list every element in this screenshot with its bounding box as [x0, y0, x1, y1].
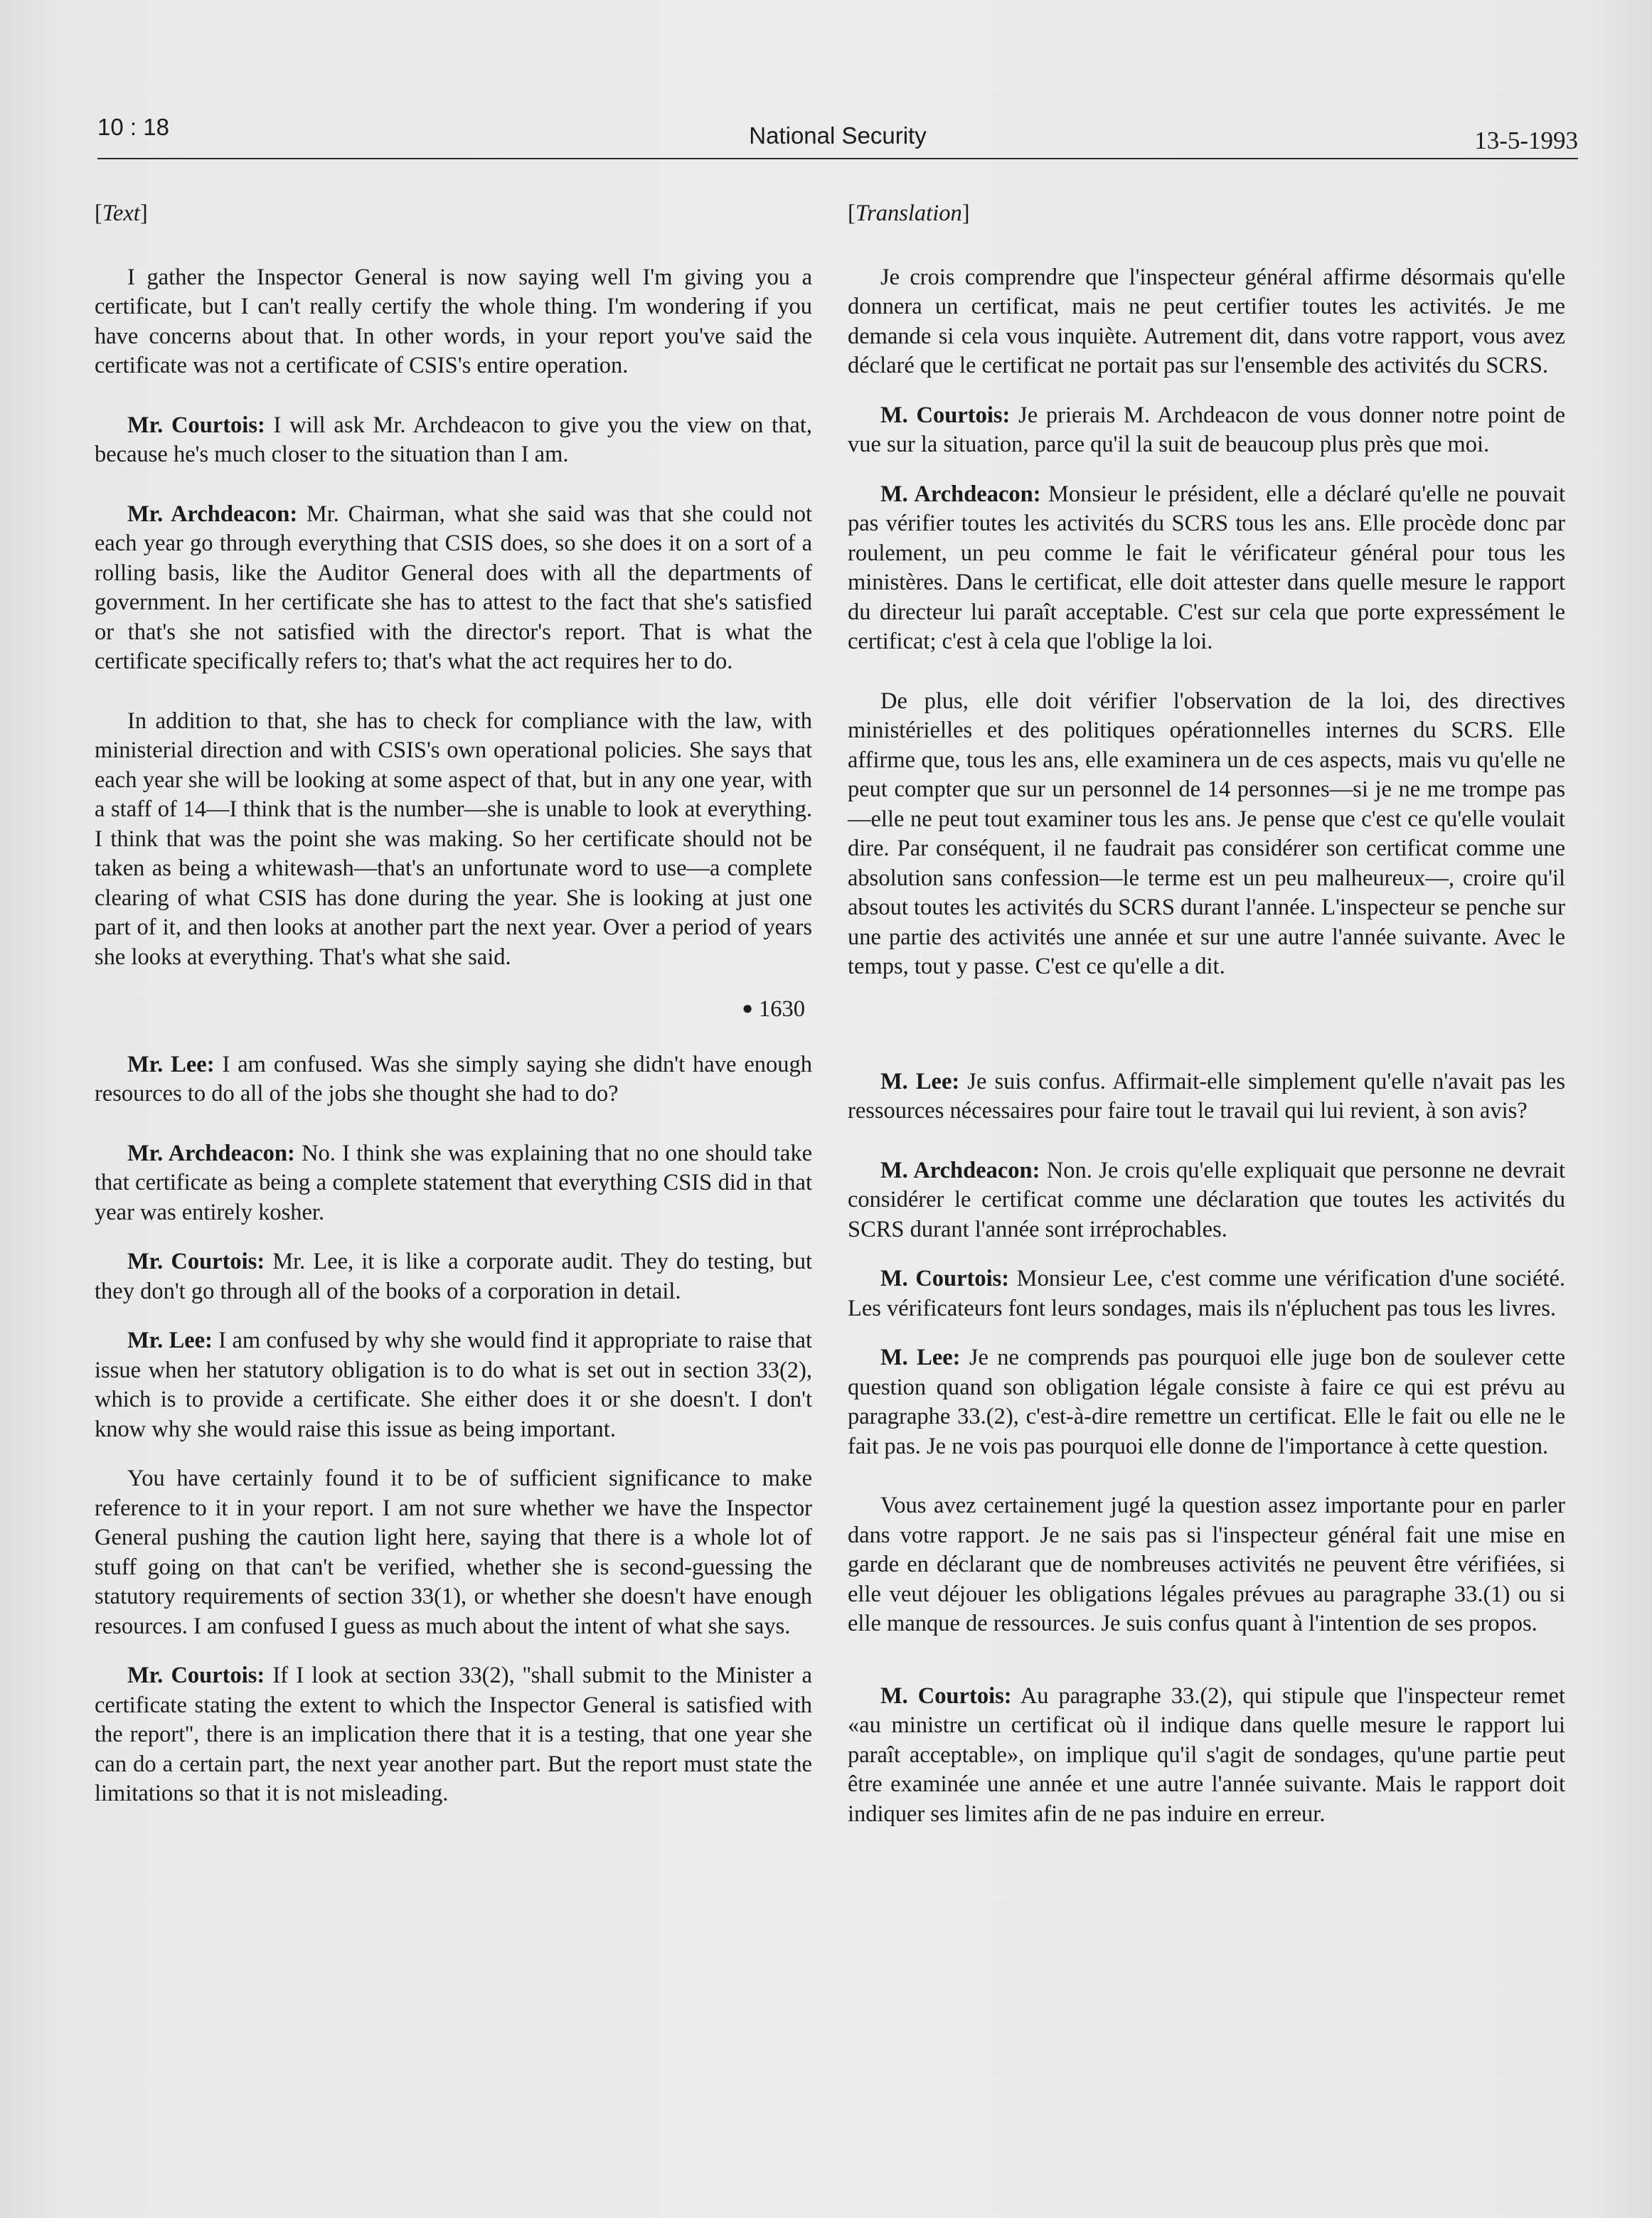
speaker-paragraph: M. Archdeacon: Monsieur le président, elle a déclaré qu'elle ne pouvait pas vérifier toutes les activités du SCRS tous les ans. Elle procède donc par roulement, un peu comme le fait le vérificateur général pour tous les ministères. Dans le certificat, elle doit attester dans quelle mesure le rapport du directeur lui paraît acceptable. C'est sur cela que porte expressément le certificat; c'est à cela que l'oblige la loi.	[848, 481, 1566, 654]
paragraph: De plus, elle doit vérifier l'observation de la loi, des directives ministérielles et des politiques opérationnelles internes du SCRS. Elle affirme que, tous les ans, elle examinera un de ces aspects, mais vu qu'elle ne peut compter que sur un personnel de 14 personnes—si je ne me trompe pas—elle ne peut tout examiner tous les ans. Je pense que c'est ce qu'elle voulait dire. Par conséquent, il ne faudrait pas considérer son certificat comme une absolution sans confession—le terme est un peu malheureux—, croire qu'il absout toutes les activités du SCRS durant l'année. L'inspecteur se penche sur une partie des activités une année et sur une autre l'année suivante. Avec le temps, tout y passe. C'est ce qu'elle a dit.	[848, 688, 1565, 979]
speaker-paragraph: Mr. Courtois: Mr. Lee, it is like a corporate audit. They do testing, but they don't go through all of the books of a corporation in detail.	[95, 1249, 812, 1304]
speaker-paragraph: Mr. Archdeacon: Mr. Chairman, what she said was that she could not each year go through everything that CSIS does, so she does it on a sort of a rolling basis, like the Auditor General does with all the departments of government. In her certificate she has to attest to the fact that she's satisfied or that's she not satisfied with the director's report. That is what the certificate specifically refers to; that's what the act requires her to do.	[95, 501, 812, 674]
publication-title: National Security	[749, 122, 927, 149]
speaker-paragraph: Mr. Courtois: If I look at section 33(2), ''shall submit to the Minister a certificate stating the extent to which the Inspector General is satisfied with the report'', there is an implication there that it is a testing, that one year she can do a certain part, the next year another part. But the report must state the limitations so that it is not misleading.	[95, 1663, 812, 1806]
speaker-name: M. Lee:	[880, 1345, 961, 1370]
speaker-name: M. Archdeacon:	[880, 1157, 1040, 1183]
speaker-name: M. Courtois:	[880, 402, 1011, 428]
speaker-paragraph: M. Courtois: Au paragraphe 33.(2), qui stipule que l'inspecteur remet «au ministre un certificat où il indique dans quelle mesure le rapport lui paraît acceptable», on implique qu'il s'agit de sondages, qu'une partie peut être examinée une année et une autre l'année suivante. Mais le rapport doit indiquer ses limites afin de ne pas induire en erreur.	[848, 1683, 1565, 1827]
speaker-name: M. Lee:	[880, 1068, 960, 1094]
page-header	[97, 114, 1578, 159]
page-date: 13-5-1993	[1474, 127, 1578, 154]
speaker-paragraph: Mr. Archdeacon: No. I think she was explaining that no one should take that certificate as being a complete statement that everything CSIS did in that year was entirely kosher.	[95, 1140, 812, 1225]
timestamp: ● 1630	[742, 996, 805, 1022]
speaker-paragraph: M. Lee: Je suis confus. Affirmait-elle simplement qu'elle n'avait pas les ressources nécessaires pour faire tout le travail qui lui revient, à son avis?	[848, 1068, 1565, 1124]
speaker-paragraph: Mr. Courtois: I will ask Mr. Archdeacon to give you the view on that, because he's much closer to the situation than I am.	[95, 412, 812, 467]
speaker-paragraph: M. Archdeacon: Non. Je crois qu'elle expliquait que personne ne devrait considérer le certificat comme une déclaration que toutes les activités du SCRS durant l'année sont irréprochables.	[848, 1157, 1565, 1242]
column-label: [Translation]	[848, 201, 970, 226]
speaker-name: Mr. Courtois:	[127, 412, 265, 438]
speaker-name: Mr. Archdeacon:	[127, 501, 298, 527]
paragraph: Je crois comprendre que l'inspecteur général affirme désormais qu'elle donnera un certificat, mais ne peut certifier toutes les activités. Je me demande si cela vous inquiète. Autrement dit, dans votre rapport, vous avez déclaré que le certificat ne portait pas sur l'ensemble des activités du SCRS.	[848, 264, 1565, 378]
speaker-name: M. Archdeacon:	[880, 481, 1041, 507]
speaker-name: M. Courtois:	[880, 1266, 1010, 1291]
speaker-name: Mr. Courtois:	[127, 1663, 265, 1688]
french-column	[848, 199, 1565, 1859]
speaker-paragraph: Mr. Lee: I am confused. Was she simply saying she didn't have enough resources to do all of the jobs she thought she had to do?	[95, 1051, 812, 1107]
speaker-name: Mr. Archdeacon:	[127, 1140, 295, 1166]
speaker-name: Mr. Lee:	[127, 1328, 213, 1353]
speaker-name: Mr. Lee:	[127, 1051, 215, 1077]
paragraph: In addition to that, she has to check for compliance with the law, with ministerial direction and with CSIS's own operational policies. She says that each year she will be looking at some aspect of that, but in any one year, with a staff of 14—I think that is the number—she is unable to look at everything. I think that was the point she was making. So her certificate should not be taken as being a whitewash—that's an unfortunate word to use—a complete clearing of what CSIS has done during the year. She is looking at just one part of it, and then looks at another part the next year. Over a period of years she looks at everything. That's what she said.	[95, 708, 812, 970]
page-number: 10 : 18	[97, 114, 169, 140]
speaker-paragraph: M. Lee: Je ne comprends pas pourquoi elle juge bon de soulever cette question quand son obligation légale consiste à faire ce qui est prévu au paragraphe 33.(2), c'est-à-dire remettre un certificat. Elle le fait ou elle ne le fait pas. Je ne vois pas pourquoi elle donne de l'importance à cette question.	[848, 1345, 1565, 1459]
english-column	[95, 199, 812, 1829]
speaker-paragraph: M. Courtois: Monsieur Lee, c'est comme une vérification d'une société. Les vérificateurs font leurs sondages, mais ils n'épluchent pas tous les livres.	[848, 1266, 1566, 1321]
paragraph: Vous avez certainement jugé la question assez importante pour en parler dans votre rapport. Je ne sais pas si l'inspecteur général fait une mise en garde en déclarant que de nombreuses activités ne peuvent être vérifiées, si elle veut déjouer les obligations légales prévues au paragraphe 33.(1) ou si elle manque de ressources. Je suis confus quant à l'intention de ses propos.	[848, 1493, 1565, 1636]
speaker-name: M. Courtois:	[880, 1683, 1012, 1709]
paragraph: I gather the Inspector General is now saying well I'm giving you a certificate, but I can't really certify the whole thing. I'm wondering if you have concerns about that. In other words, in your report you've said the certificate was not a certificate of CSIS's entire operation.	[95, 264, 812, 378]
speaker-paragraph: M. Courtois: Je prierais M. Archdeacon de vous donner notre point de vue sur la situation, parce qu'il la suit de beaucoup plus près que moi.	[848, 402, 1565, 457]
paragraph: You have certainly found it to be of sufficient significance to make reference to it in your report. I am not sure whether we have the Inspector General pushing the caution light here, saying that there is a whole lot of stuff going on that can't be verified, whether she is second-guessing the statutory requirements of section 33(1), or whether she doesn't have enough resources. I am confused I guess as much about the intent of what she says.	[95, 1466, 812, 1639]
column-label: [Text]	[95, 201, 148, 226]
speaker-name: Mr. Courtois:	[127, 1249, 265, 1274]
speaker-paragraph: Mr. Lee: I am confused by why she would find it appropriate to raise that issue when her statutory obligation is to do what is set out in section 33(2), which is to provide a certificate. She either does it or she doesn't. I don't know why she would raise this issue as being important.	[95, 1328, 812, 1442]
bullet-icon: ●	[742, 998, 753, 1018]
